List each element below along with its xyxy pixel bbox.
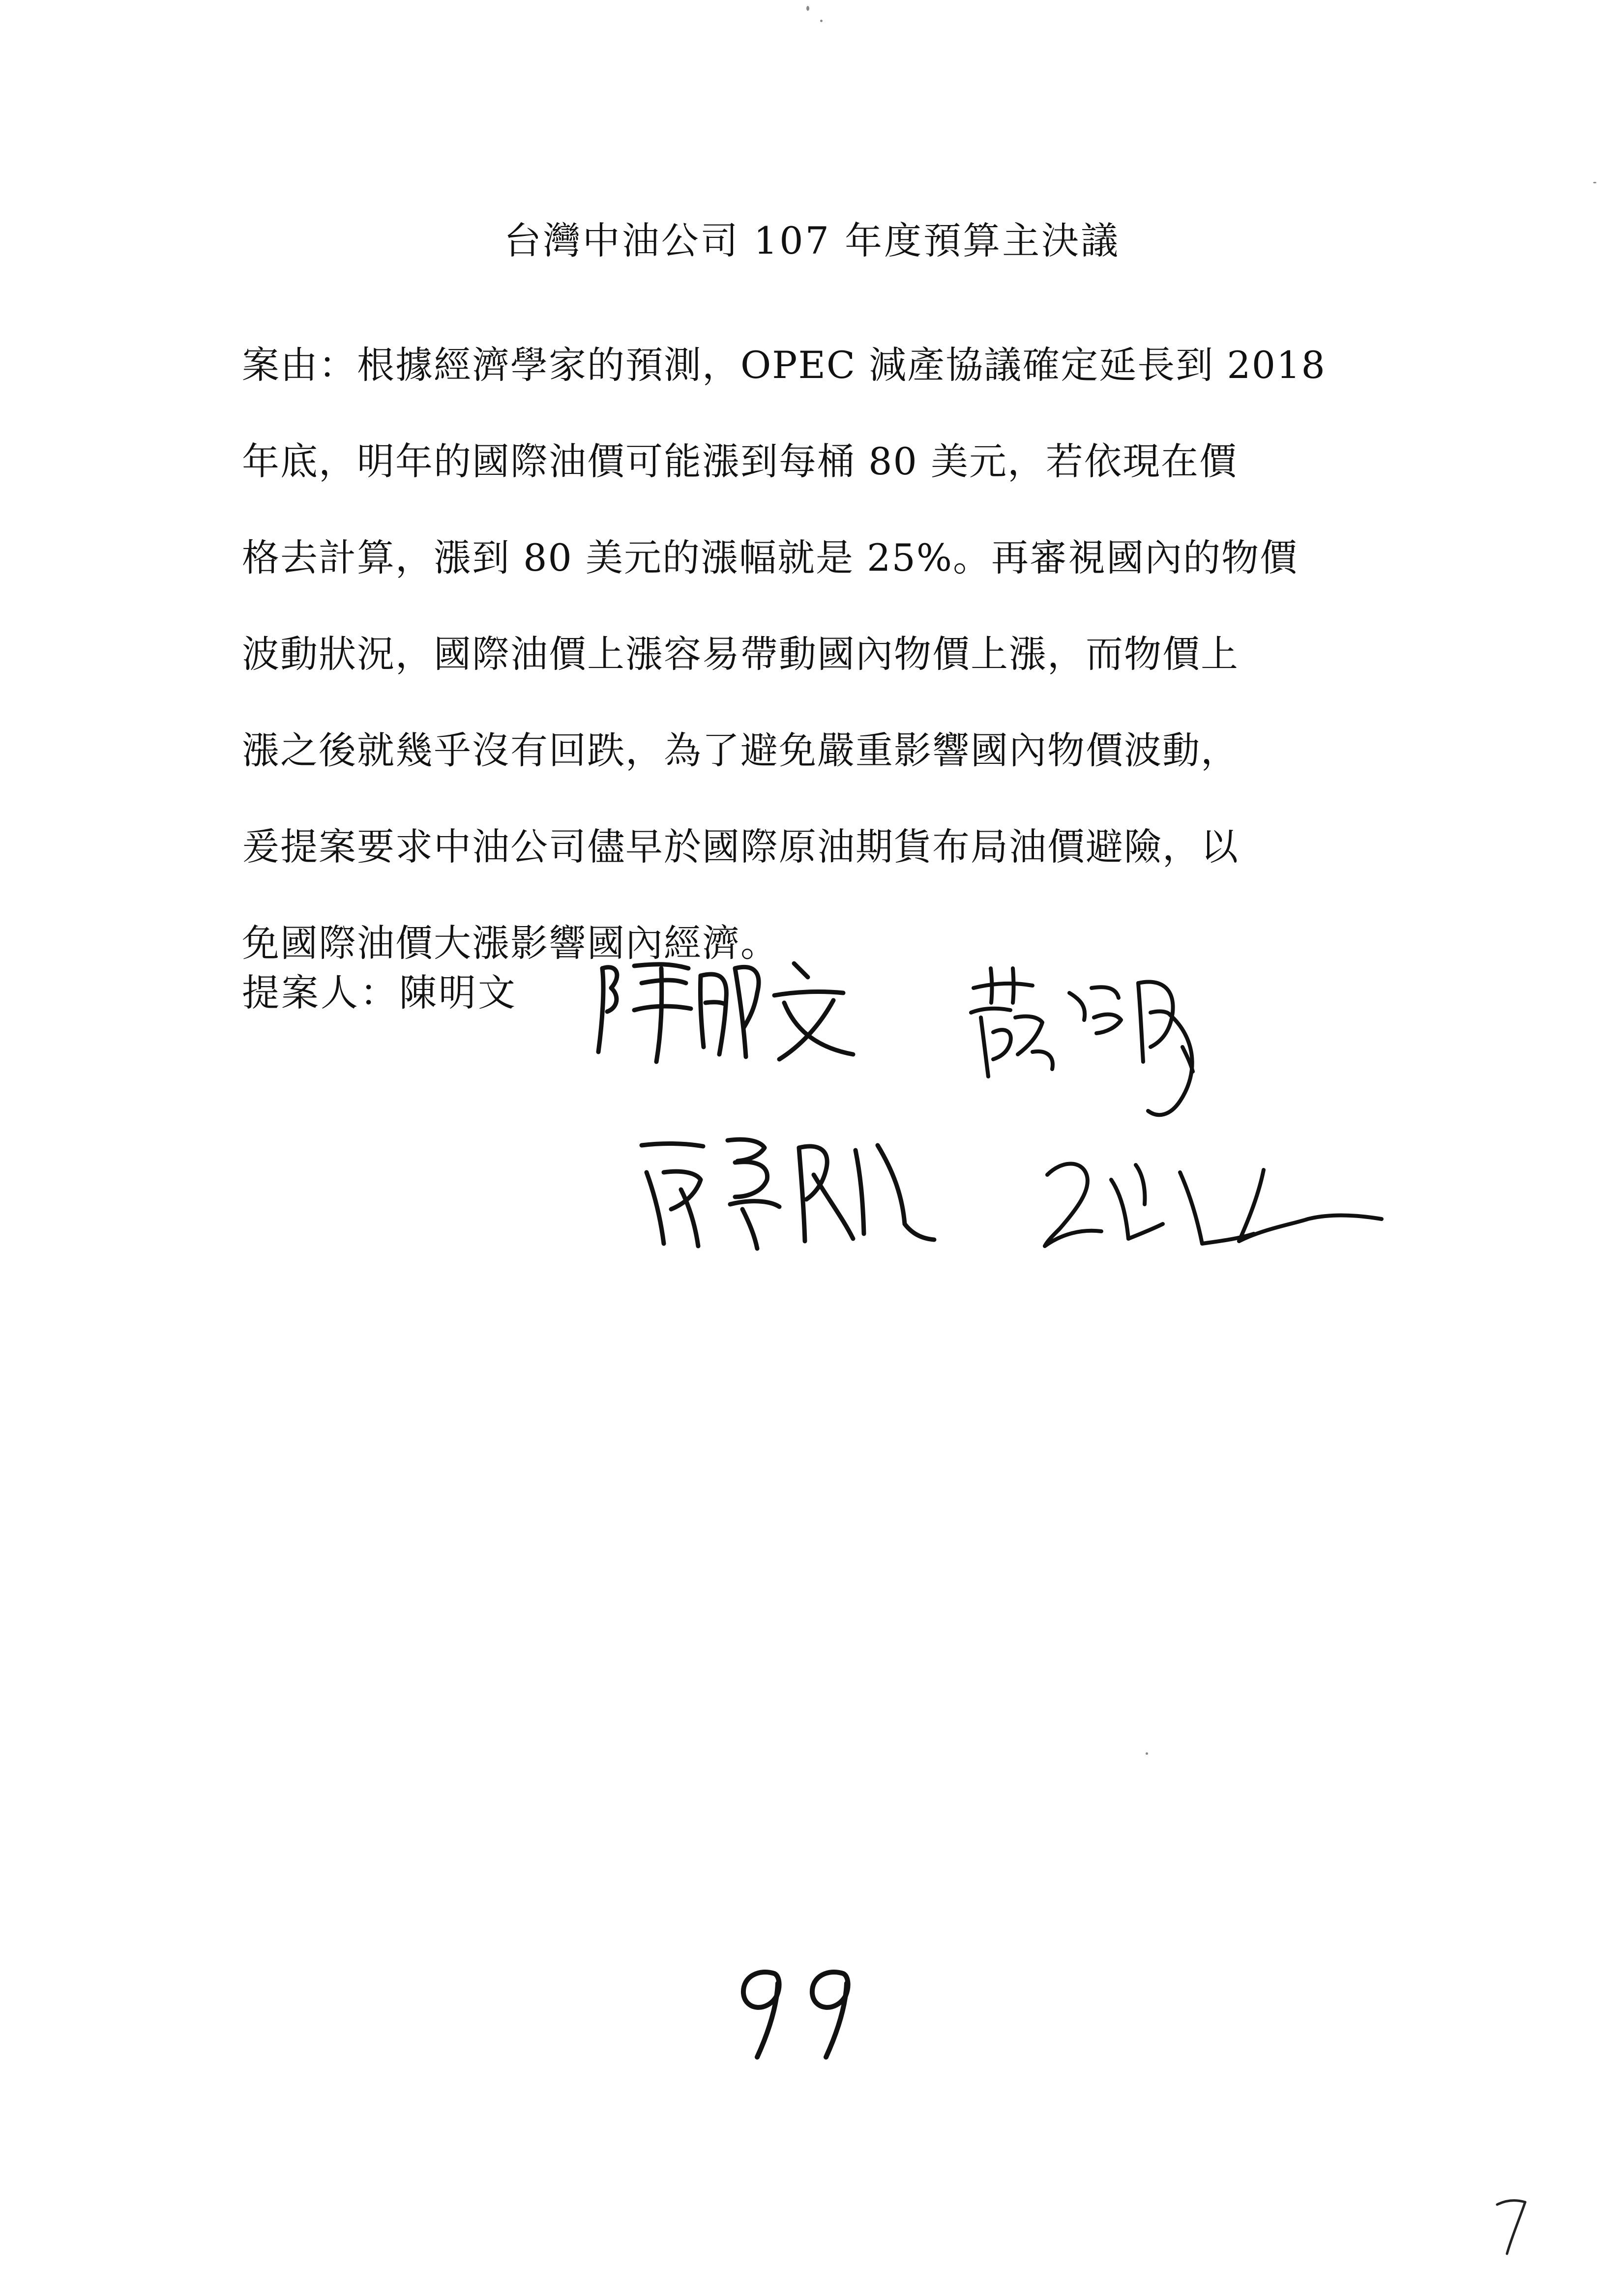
proposer-label: 提案人：陳明文: [242, 971, 517, 1015]
signature-4-icon: [1033, 1145, 1387, 1258]
case-line-3: 格去計算，漲到 80 美元的漲幅就是 25%。再審視國內的物價: [242, 536, 1299, 580]
corner-mark: [1490, 2192, 1534, 2263]
corner-mark-icon: [1490, 2192, 1534, 2261]
case-line-5: 漲之後就幾乎沒有回跌，為了避免嚴重影響國內物價波動，: [242, 728, 1239, 772]
signature-1: [588, 949, 863, 1076]
signature-3: [637, 1126, 942, 1253]
case-line-7: 免國際油價大漲影響國內經濟。: [242, 921, 779, 965]
signature-1-icon: [588, 949, 863, 1076]
case-line-2: 年底，明年的國際油價可能漲到每桶 80 美元，若依現在價: [242, 439, 1238, 483]
page-number: [723, 1956, 870, 2066]
signature-2-icon: [964, 959, 1200, 1121]
case-line-6: 爰提案要求中油公司儘早於國際原油期貨布局油價避險，以: [242, 825, 1239, 869]
scan-speck: [1593, 182, 1596, 183]
signature-3-icon: [637, 1126, 942, 1253]
scan-speck: [806, 6, 809, 11]
signature-4: [1033, 1145, 1387, 1258]
case-line-4: 波動狀況，國際油價上漲容易帶動國內物價上漲，而物價上: [242, 632, 1239, 676]
document-title: 台灣中油公司 107 年度預算主決議: [503, 219, 1121, 262]
signature-2: [964, 959, 1200, 1121]
scan-speck: [1146, 1752, 1148, 1755]
case-description: [242, 317, 1388, 991]
page-number-icon: [723, 1956, 870, 2064]
scan-speck: [820, 20, 823, 22]
case-line-1: 案由：根據經濟學家的預測，OPEC 減產協議確定延長到 2018: [242, 343, 1326, 387]
